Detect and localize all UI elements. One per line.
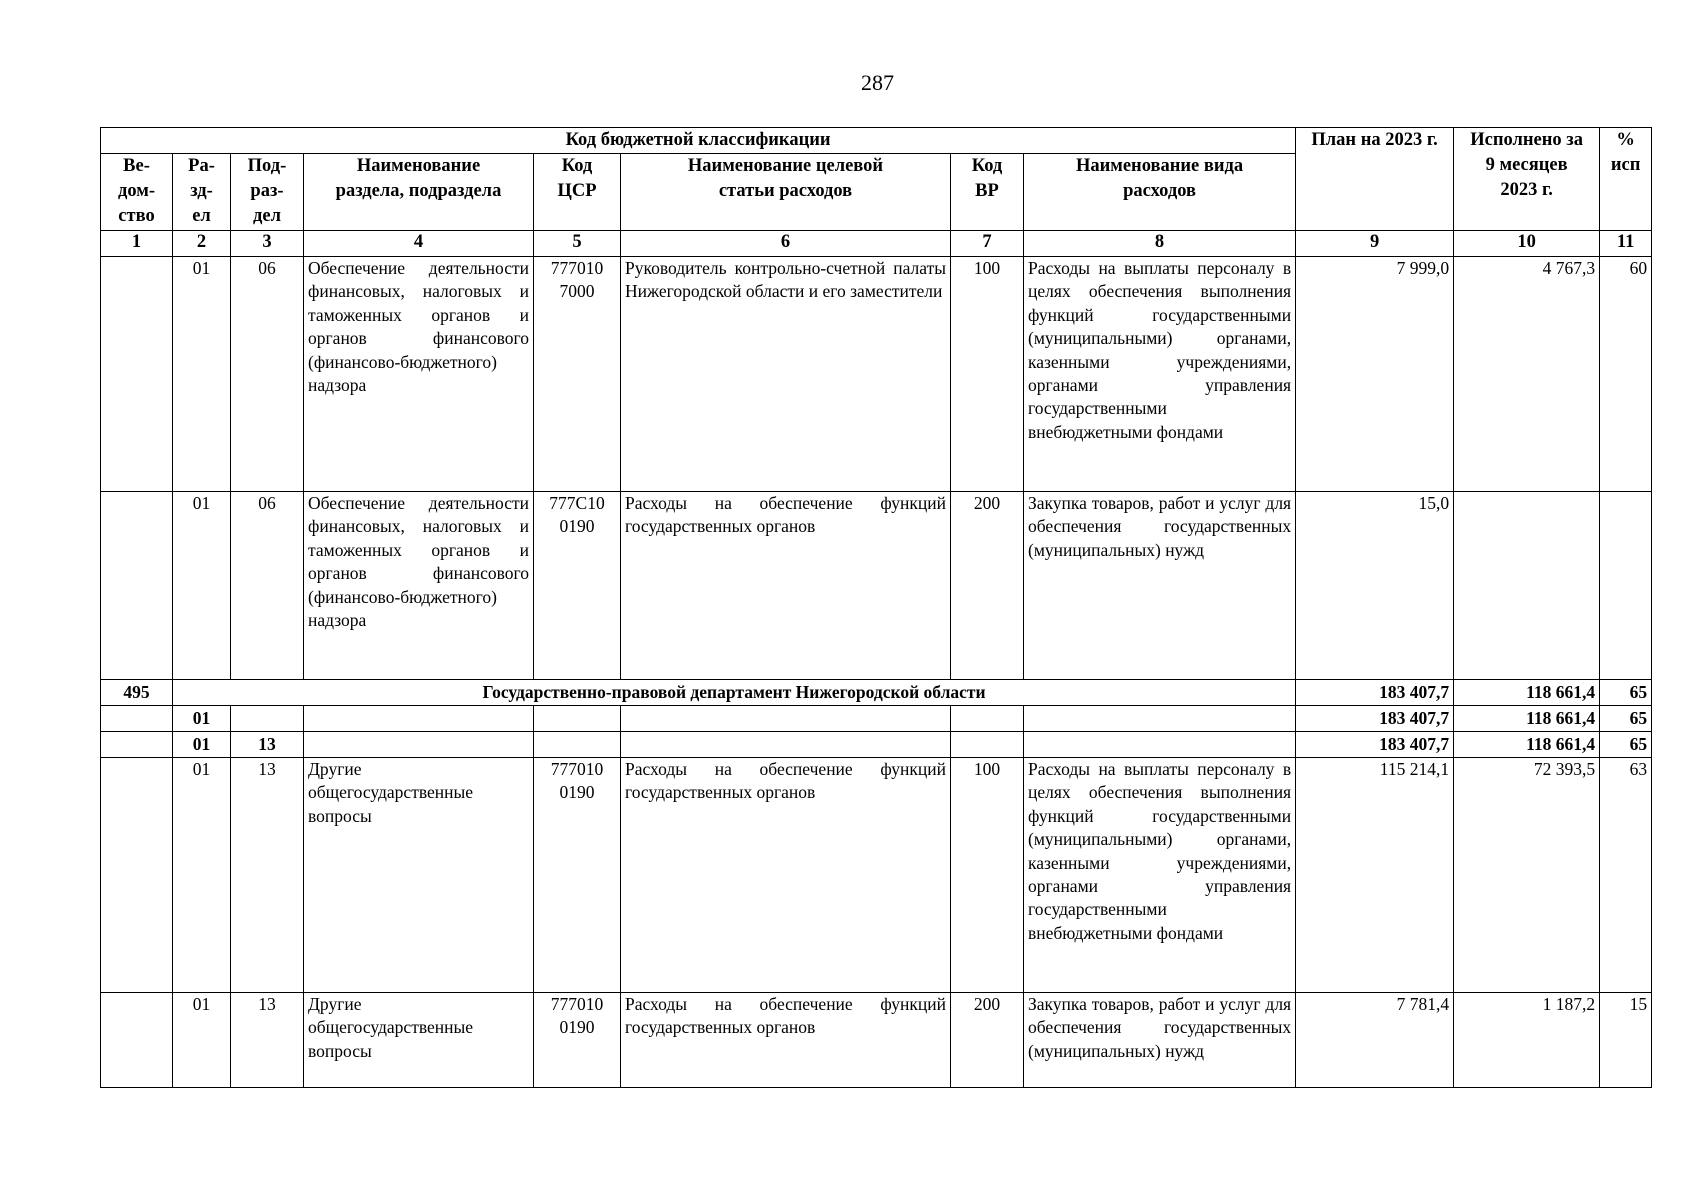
subtotal-podrazdel-percent: 65	[1600, 732, 1652, 758]
header-kod-csr: Код ЦСР	[534, 154, 621, 231]
cell-kod-csr: 777010 0190	[534, 758, 621, 993]
cell-kod-csr: 777С10 0190	[534, 492, 621, 680]
cell-kod-vr: 200	[951, 993, 1024, 1088]
cell-executed: 72 393,5	[1454, 758, 1600, 993]
department-row	[101, 680, 1652, 706]
cell-name-razdel: Обеспечение деятельности финансовых, налоговых и таможенных органов и органов финансового (финансово-бюджетного) надзора	[304, 257, 534, 492]
cell-empty	[951, 732, 1024, 758]
cell-empty	[304, 732, 534, 758]
cell-kod-csr: 777010 0190	[534, 993, 621, 1088]
subtotal-razdel-plan: 183 407,7	[1296, 706, 1454, 732]
subtotal-podrazdel-executed: 118 661,4	[1454, 732, 1600, 758]
cell-name-razdel: Другие общегосударственные вопросы	[304, 993, 534, 1088]
cell-vedomstvo	[101, 257, 173, 492]
column-number: 11	[1600, 231, 1652, 257]
column-number: 8	[1024, 231, 1296, 257]
cell-name-target: Расходы на обеспечение функций государственных органов	[621, 492, 951, 680]
cell-empty	[101, 706, 173, 732]
header-name-razdel: Наименование раздела, подраздела	[304, 154, 534, 231]
cell-name-vid: Расходы на выплаты персоналу в целях обеспечения выполнения функций государственными (муниципальными) органами, казенными учреждениями, органами управления государственными внебюджетными фондами	[1024, 758, 1296, 993]
cell-razdel: 01	[173, 993, 231, 1088]
cell-vedomstvo	[101, 492, 173, 680]
cell-name-target: Расходы на обеспечение функций государственных органов	[621, 758, 951, 993]
department-vedomstvo: 495	[101, 680, 173, 706]
page-number: 287	[861, 70, 894, 95]
table-row	[101, 993, 1652, 1088]
cell-percent	[1600, 492, 1652, 680]
header-percent: % исп	[1600, 128, 1652, 231]
header-vedomstvo: Ве-дом-ство	[101, 154, 173, 231]
header-name-vid: Наименование вида расходов	[1024, 154, 1296, 231]
cell-name-vid: Закупка товаров, работ и услуг для обеспечения государственных (муниципальных) нужд	[1024, 492, 1296, 680]
cell-vedomstvo	[101, 993, 173, 1088]
subtotal-razdel-row	[101, 706, 1652, 732]
department-name: Государственно-правовой департамент Нижегородской области	[173, 680, 1296, 706]
column-number: 4	[304, 231, 534, 257]
table-row	[101, 257, 1652, 492]
column-number: 2	[173, 231, 231, 257]
cell-name-target: Руководитель контрольно-счетной палаты Нижегородской области и его заместители	[621, 257, 951, 492]
cell-empty	[304, 706, 534, 732]
department-percent: 65	[1600, 680, 1652, 706]
cell-name-razdel: Другие общегосударственные вопросы	[304, 758, 534, 993]
cell-name-vid: Закупка товаров, работ и услуг для обеспечения государственных (муниципальных) нужд	[1024, 993, 1296, 1088]
cell-empty	[231, 706, 304, 732]
cell-empty	[1024, 706, 1296, 732]
cell-plan: 115 214,1	[1296, 758, 1454, 993]
budget-table	[100, 127, 1652, 1088]
cell-vedomstvo	[101, 758, 173, 993]
column-number: 6	[621, 231, 951, 257]
header-kod-vr: Код ВР	[951, 154, 1024, 231]
header-plan: План на 2023 г.	[1296, 128, 1454, 231]
column-number: 3	[231, 231, 304, 257]
cell-percent: 60	[1600, 257, 1652, 492]
cell-empty	[101, 732, 173, 758]
cell-razdel: 01	[173, 758, 231, 993]
cell-podrazdel: 13	[231, 993, 304, 1088]
subtotal-podrazdel-plan: 183 407,7	[1296, 732, 1454, 758]
department-plan: 183 407,7	[1296, 680, 1454, 706]
cell-kod-vr: 100	[951, 257, 1024, 492]
subtotal-razdel-executed: 118 661,4	[1454, 706, 1600, 732]
header-executed: Исполнено за 9 месяцев 2023 г.	[1454, 128, 1600, 231]
column-number: 7	[951, 231, 1024, 257]
cell-name-target: Расходы на обеспечение функций государственных органов	[621, 993, 951, 1088]
cell-empty	[534, 732, 621, 758]
cell-podrazdel: 06	[231, 257, 304, 492]
subtotal-podrazdel-row	[101, 732, 1652, 758]
cell-plan: 7 781,4	[1296, 993, 1454, 1088]
cell-executed	[1454, 492, 1600, 680]
cell-razdel: 01	[173, 492, 231, 680]
cell-empty	[951, 706, 1024, 732]
header-razdel: Ра-зд-ел	[173, 154, 231, 231]
table-row	[101, 492, 1652, 680]
department-executed: 118 661,4	[1454, 680, 1600, 706]
cell-podrazdel: 06	[231, 492, 304, 680]
cell-empty	[621, 732, 951, 758]
subtotal-razdel-percent: 65	[1600, 706, 1652, 732]
column-numbers-row	[101, 231, 1652, 257]
header-row-group	[101, 128, 1652, 154]
cell-kod-vr: 200	[951, 492, 1024, 680]
cell-empty	[534, 706, 621, 732]
column-number: 9	[1296, 231, 1454, 257]
cell-name-vid: Расходы на выплаты персоналу в целях обеспечения выполнения функций государственными (муниципальными) органами, казенными учреждениями, органами управления государственными внебюджетными фондами	[1024, 257, 1296, 492]
cell-kod-csr: 777010 7000	[534, 257, 621, 492]
table-row	[101, 758, 1652, 993]
cell-executed: 1 187,2	[1454, 993, 1600, 1088]
subtotal-podrazdel-razdel: 01	[173, 732, 231, 758]
subtotal-razdel-code: 01	[173, 706, 231, 732]
column-number: 10	[1454, 231, 1600, 257]
subtotal-podrazdel-code: 13	[231, 732, 304, 758]
cell-razdel: 01	[173, 257, 231, 492]
cell-executed: 4 767,3	[1454, 257, 1600, 492]
cell-plan: 7 999,0	[1296, 257, 1454, 492]
header-name-target: Наименование целевой статьи расходов	[621, 154, 951, 231]
cell-percent: 15	[1600, 993, 1652, 1088]
cell-name-razdel: Обеспечение деятельности финансовых, налоговых и таможенных органов и органов финансового (финансово-бюджетного) надзора	[304, 492, 534, 680]
column-number: 1	[101, 231, 173, 257]
cell-podrazdel: 13	[231, 758, 304, 993]
cell-kod-vr: 100	[951, 758, 1024, 993]
header-podrazdel: Под-раз-дел	[231, 154, 304, 231]
cell-percent: 63	[1600, 758, 1652, 993]
cell-empty	[621, 706, 951, 732]
header-group-title: Код бюджетной классификации	[101, 128, 1296, 154]
column-number: 5	[534, 231, 621, 257]
cell-empty	[1024, 732, 1296, 758]
cell-plan: 15,0	[1296, 492, 1454, 680]
